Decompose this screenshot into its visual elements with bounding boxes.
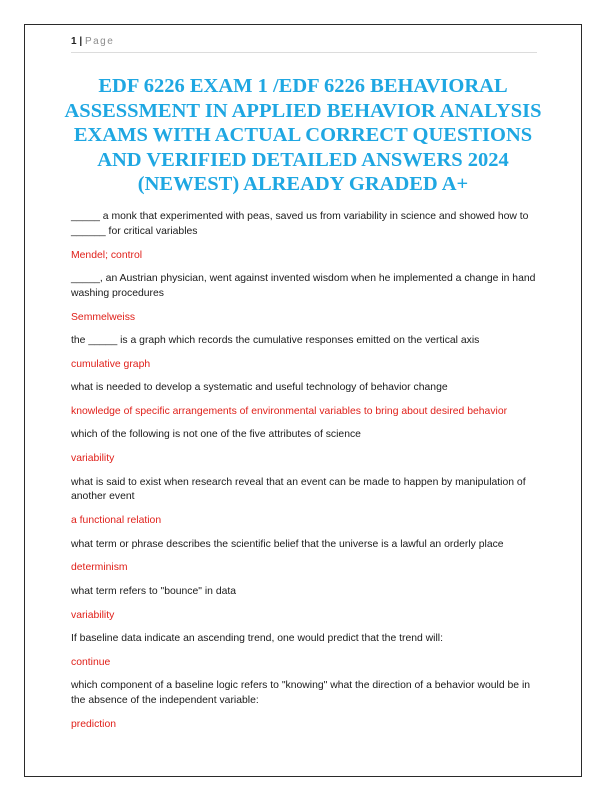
question-text: _____ a monk that experimented with peas, saved us from variability in science and showed how to ______ for critical variables [71,211,529,237]
answer-text: variability [71,609,115,621]
answer-text: prediction [71,718,117,730]
answer-text: a functional relation [71,515,162,527]
page-separator: | [79,36,83,47]
answer-text: continue [71,656,111,668]
answer-text: variability [71,453,115,465]
question-text: what is said to exist when research reveal that an event can be made to happen by manipulation of another event [71,476,526,503]
answer-text: cumulative graph [71,358,151,370]
question-text: what term refers to "bounce" in data [71,585,237,597]
question-text: which of the following is not one of the five attributes of science [71,429,361,441]
question-text: the _____ is a graph which records the cumulative responses emitted on the vertical axis [71,334,480,346]
document-title: EDF 6226 EXAM 1 /EDF 6226 BEHAVIORAL ASSESSMENT IN APPLIED BEHAVIOR ANALYSIS EXAMS WITH ACTUAL CORRECT QUESTIONS AND VERIFIED DETAILED ANSWERS 2024 (NEWEST) ALREADY GRADED A+ [64,75,542,195]
answer-text: determinism [71,562,128,574]
question-text: _____, an Austrian physician, went against invented wisdom when he implemented a change in hand washing procedures [71,272,536,299]
question-text: If baseline data indicate an ascending trend, one would predict that the trend will: [71,632,443,644]
qa-list [71,210,541,741]
answer-text: Semmelweiss [71,311,136,323]
question-text: what is needed to develop a systematic and useful technology of behavior change [71,382,448,394]
answer-text: knowledge of specific arrangements of environmental variables to bring about desired behavior [71,405,508,417]
page-label: Page [84,36,115,47]
page-header [71,36,537,53]
question-text: which component of a baseline logic refers to "knowing" what the direction of a behavior would be in the absence of the independent variable: [71,680,531,706]
page-number: 1 [71,36,77,47]
answer-text: Mendel; control [71,249,143,261]
question-text: what term or phrase describes the scientific belief that the universe is a lawful an orderly place [71,538,504,550]
